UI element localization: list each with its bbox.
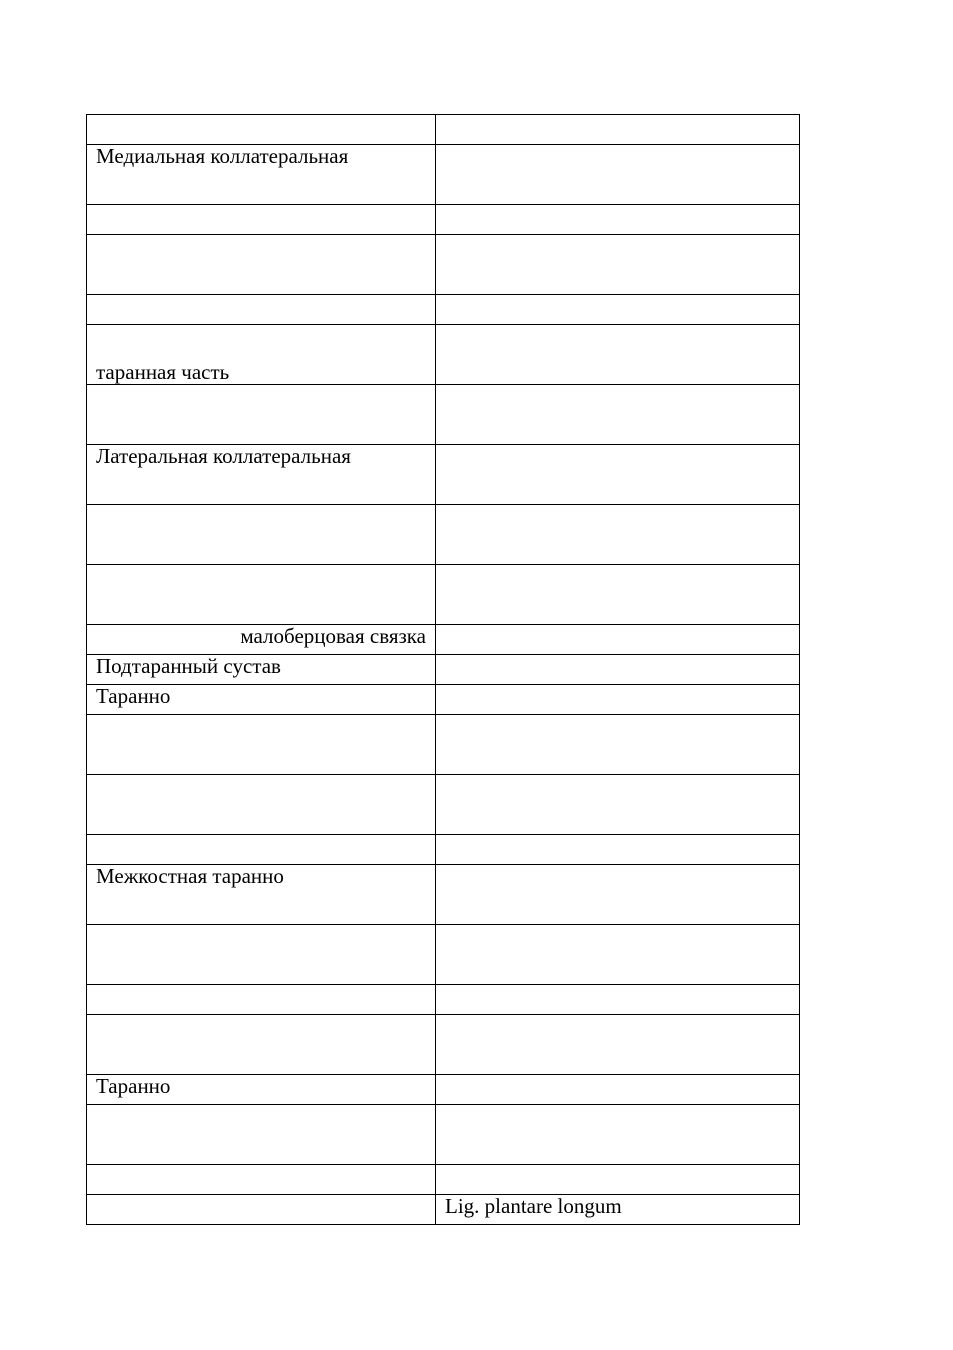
table-row (87, 235, 800, 295)
table-row (87, 985, 800, 1015)
table-cell-right (436, 715, 800, 775)
table-row (87, 625, 800, 655)
table-cell-left (87, 1195, 436, 1225)
table-cell-right (436, 925, 800, 985)
table-row (87, 655, 800, 685)
table-row (87, 1015, 800, 1075)
table-cell-left: Подтаранный сустав (87, 655, 436, 685)
table-cell-left (87, 715, 436, 775)
table-row (87, 1105, 800, 1165)
table-row (87, 1195, 800, 1225)
table-cell-left (87, 295, 436, 325)
table-cell-left (87, 1105, 436, 1165)
table-cell-right (436, 625, 800, 655)
table-cell-left (87, 565, 436, 625)
table-cell-right (436, 385, 800, 445)
table-cell-right (436, 1105, 800, 1165)
table-row (87, 925, 800, 985)
table-cell-right (436, 1015, 800, 1075)
table-cell-left (87, 1165, 436, 1195)
table-cell-right (436, 865, 800, 925)
table-cell-right (436, 235, 800, 295)
table-cell-right (436, 835, 800, 865)
table-cell-right (436, 685, 800, 715)
table-row (87, 205, 800, 235)
table-cell-left: малоберцовая связка (87, 625, 436, 655)
table-cell-left: Таранно (87, 1075, 436, 1105)
table-row (87, 1075, 800, 1105)
table-cell-right (436, 145, 800, 205)
table-cell-right (436, 565, 800, 625)
table-cell-left: Латеральная коллатеральная (87, 445, 436, 505)
table-row (87, 145, 800, 205)
table-cell-right (436, 445, 800, 505)
table-cell-left (87, 1015, 436, 1075)
table-row (87, 715, 800, 775)
table-row (87, 505, 800, 565)
table-cell-left (87, 205, 436, 235)
table-cell-left (87, 235, 436, 295)
table-cell-left (87, 115, 436, 145)
table-cell-left (87, 835, 436, 865)
table-row (87, 775, 800, 835)
table-row (87, 445, 800, 505)
ligament-table (86, 114, 800, 1225)
table-row (87, 865, 800, 925)
table-cell-right (436, 655, 800, 685)
table-cell-right (436, 1075, 800, 1105)
table-cell-right (436, 985, 800, 1015)
table-cell-right (436, 325, 800, 385)
table-cell-left: Медиальная коллатеральная (87, 145, 436, 205)
table-row (87, 325, 800, 385)
table-cell-right (436, 775, 800, 835)
table-cell-left: Таранно (87, 685, 436, 715)
table-row (87, 835, 800, 865)
table-row (87, 1165, 800, 1195)
table-cell-left (87, 985, 436, 1015)
table-cell-right (436, 295, 800, 325)
table-cell-right (436, 205, 800, 235)
table-cell-left (87, 505, 436, 565)
table-row (87, 685, 800, 715)
table-cell-left (87, 775, 436, 835)
table-cell-left: Межкостная таранно (87, 865, 436, 925)
table-cell-left: таранная часть (87, 325, 436, 385)
table-row (87, 115, 800, 145)
table-row (87, 565, 800, 625)
table-cell-right (436, 115, 800, 145)
table-cell-right: Lig. plantare longum (436, 1195, 800, 1225)
table-row (87, 385, 800, 445)
table-row (87, 295, 800, 325)
table-cell-right (436, 505, 800, 565)
table-cell-right (436, 1165, 800, 1195)
table-cell-left (87, 925, 436, 985)
table-cell-left (87, 385, 436, 445)
